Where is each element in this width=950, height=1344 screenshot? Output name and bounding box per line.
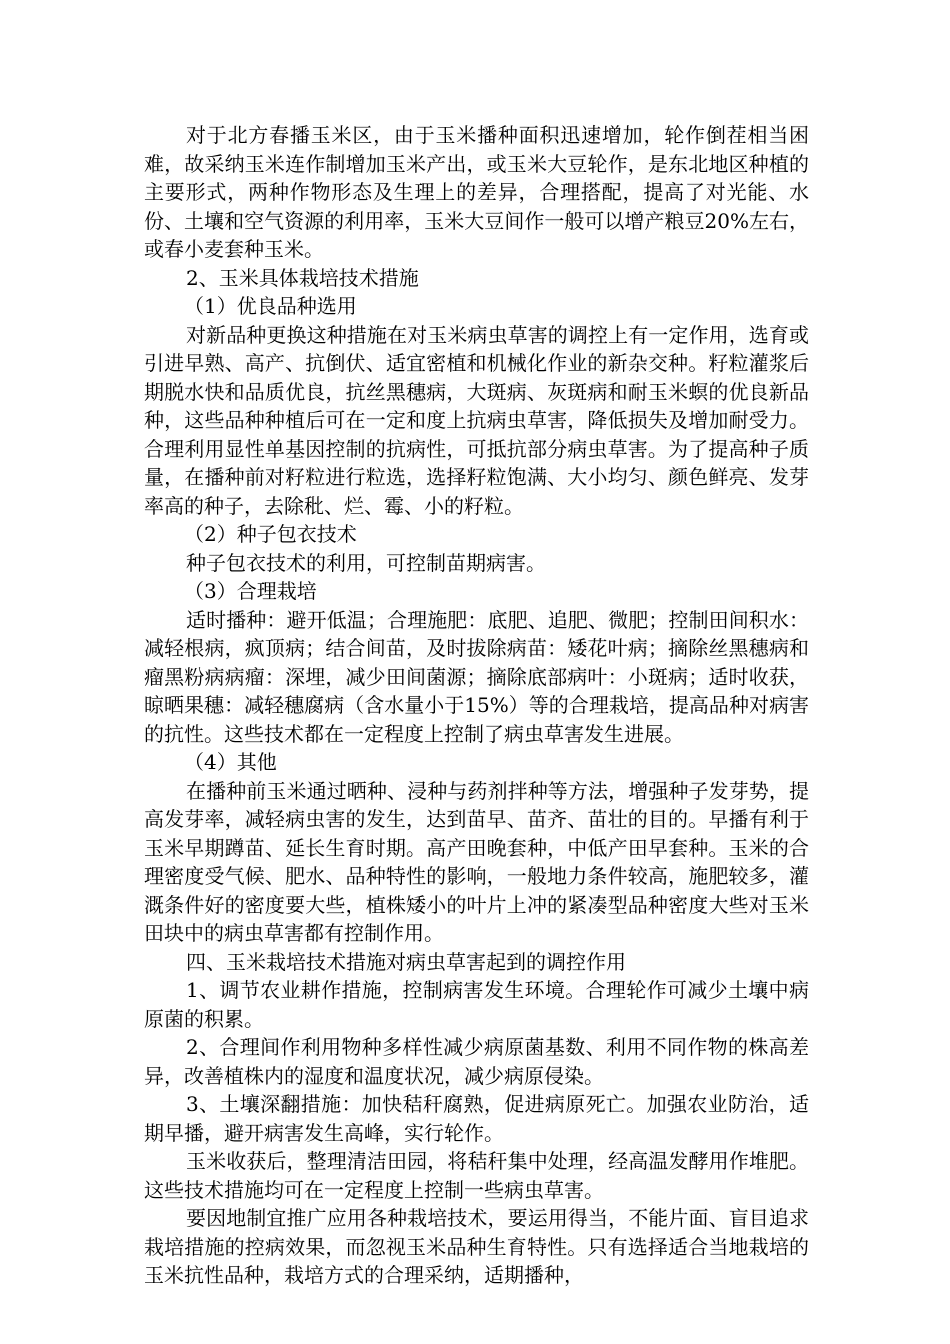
paragraph-other: 在播种前玉米通过晒种、浸种与药剂拌种等方法，增强种子发芽势，提高发芽率，减轻病虫害的发生，达到苗早、苗齐、苗壮的目的。早播有利于玉米早期蹲苗、延长生育时期。高产田晚套种，中低产田早套种。玉米的合理密度受气候、肥水、品种特性的影响，一般地力条件较高，施肥较多，灌溉条件好的密度要大些，植株矮小的叶片上冲的紧凑型品种密度大些对玉米田块中的病虫草害都有控制作用。 [144, 778, 809, 945]
document-body [144, 121, 809, 1290]
paragraph-farming-measures: 1、调节农业耕作措施，控制病害发生环境。合理轮作可减少土壤中病原菌的积累。 [144, 978, 809, 1031]
paragraph-intercropping: 2、合理间作利用物种多样性减少病原菌基数、利用不同作物的株高差异，改善植株内的湿度和温度状况，减少病原侵染。 [144, 1035, 809, 1088]
paragraph-variety-selection: 对新品种更换这种措施在对玉米病虫草害的调控上有一定作用，选育或引进早熟、高产、抗倒伏、适宜密植和机械化作业的新杂交种。籽粒灌浆后期脱水快和品质优良，抗丝黑穗病，大斑病、灰斑病和耐玉米螟的优良新品种，这些品种种植后可在一定和度上抗病虫草害，降低损失及增加耐受力。合理利用显性单基因控制的抗病性，可抵抗部分病虫草害。为了提高种子质量，在播种前对籽粒进行粒选，选择籽粒饱满、大小均匀、颜色鲜亮、发芽率高的种子，去除秕、烂、霉、小的籽粒。 [144, 322, 809, 518]
paragraph-conclusion: 要因地制宜推广应用各种栽培技术，要运用得当，不能片面、盲目追求栽培措施的控病效果，而忽视玉米品种生育特性。只有选择适合当地栽培的玉米抗性品种，栽培方式的合理采纳，适期播种， [144, 1206, 809, 1287]
paragraph-post-harvest: 玉米收获后，整理清洁田园，将秸秆集中处理，经高温发酵用作堆肥。这些技术措施均可在一定程度上控制一些病虫草害。 [144, 1149, 809, 1202]
subheading-rational-cultivation: （3）合理栽培 [184, 579, 317, 603]
paragraph-deep-tillage: 3、土壤深翻措施：加快秸秆腐熟，促进病原死亡。加强农业防治，适期早播，避开病害发生高峰，实行轮作。 [144, 1092, 809, 1145]
section-heading-regulation-effects: 四、玉米栽培技术措施对病虫草害起到的调控作用 [186, 949, 626, 974]
paragraph-crop-rotation: 对于北方春播玉米区，由于玉米播种面积迅速增加，轮作倒茬相当困难，故采纳玉米连作制增加玉米产出，或玉米大豆轮作，是东北地区种植的主要形式，两种作物形态及生理上的差异，合理搭配，提高了对光能、水份、土壤和空气资源的利用率，玉米大豆间作一般可以增产粮豆20%左右，或春小麦套种玉米。 [144, 123, 809, 261]
section-heading-cultivation-measures: 2、玉米具体栽培技术措施 [186, 265, 419, 290]
subheading-other: （4）其他 [184, 750, 277, 774]
subheading-variety-selection: （1）优良品种选用 [184, 294, 357, 318]
paragraph-rational-cultivation: 适时播种：避开低温；合理施肥：底肥、追肥、微肥；控制田间积水：减轻根病，疯顶病；结合间苗，及时拔除病苗：矮花叶病；摘除丝黑穗病和瘤黑粉病病瘤：深埋，减少田间菌源；摘除底部病叶：小斑病；适时收获，晾晒果穗：减轻穗腐病（含水量小于15%）等的合理栽培，提高品种对病害的抗性。这些技术都在一定程度上控制了病虫草害发生进展。 [144, 607, 809, 746]
subheading-seed-coating: （2）种子包衣技术 [184, 522, 357, 546]
paragraph-seed-coating: 种子包衣技术的利用，可控制苗期病害。 [186, 550, 546, 575]
